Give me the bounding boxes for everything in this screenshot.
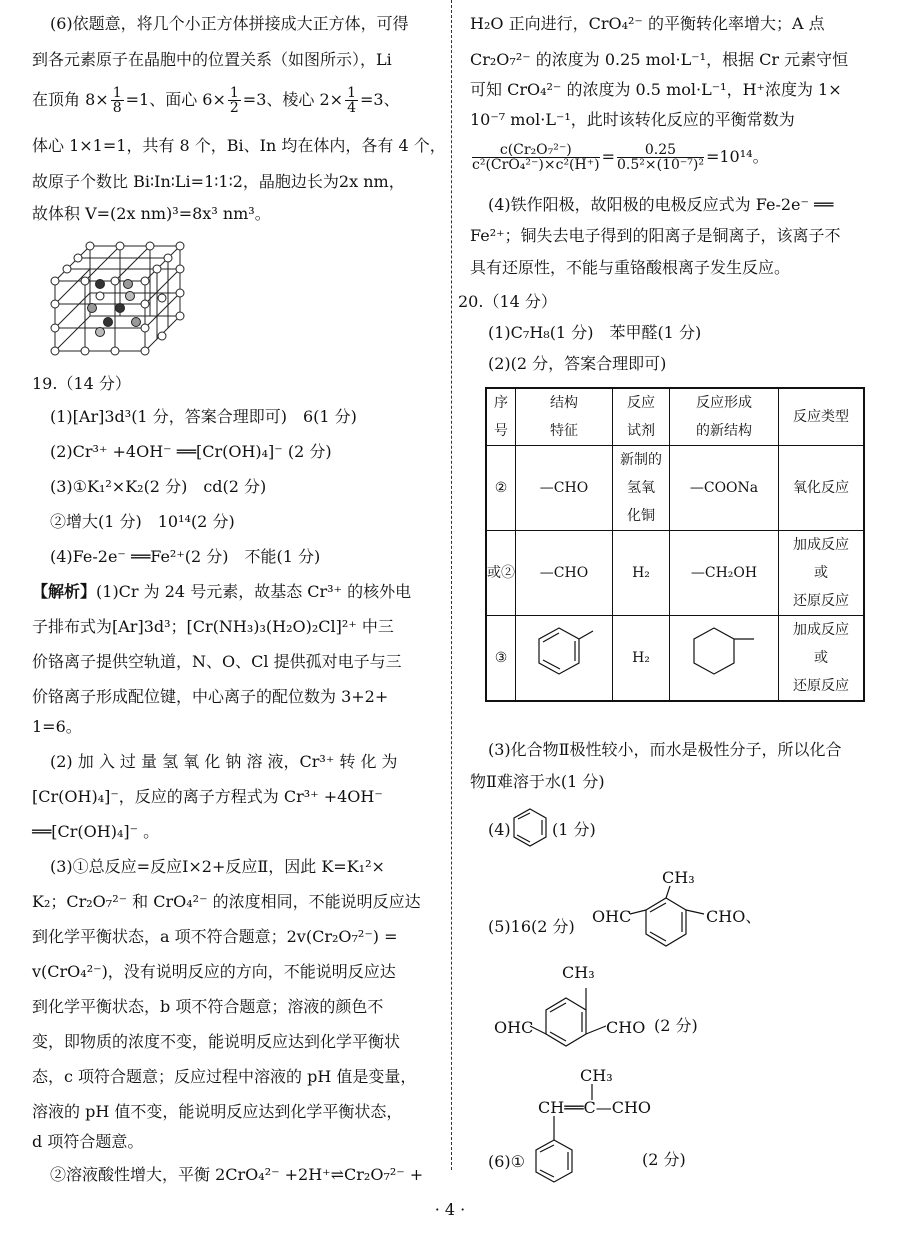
- text-line: 体心 1×1=1，共有 8 个，Bi、In 均在体内，各有 4 个，: [32, 136, 446, 155]
- denominator: c²(CrO₄²⁻)×c²(H⁺): [472, 157, 600, 173]
- table-cell: H₂: [613, 616, 670, 702]
- score: (1 分): [552, 820, 596, 839]
- text-line: 溶液的 pH 值不变，能说明反应达到化学平衡状态，: [32, 1102, 403, 1121]
- denominator: 0.5²×(10⁻⁷)²: [617, 157, 704, 173]
- text-line: 故原子个数比 Bi∶In∶Li=1∶1∶2，晶胞边长为2x nm，: [32, 172, 405, 191]
- table-row: [486, 531, 864, 616]
- table-cell: [516, 616, 613, 702]
- numerator: 0.25: [617, 143, 704, 158]
- text-line: ②溶液酸性增大，平衡 2CrO₄²⁻ +2H⁺⇌Cr₂O₇²⁻ +: [50, 1165, 424, 1184]
- text-line: 1=6。: [32, 717, 82, 736]
- table-cell: ③: [486, 616, 516, 702]
- answer-line: (1)C₇H₈(1 分) 苯甲醛(1 分): [488, 323, 702, 342]
- table-row: [486, 616, 864, 702]
- analysis-tag: 【解析】: [32, 582, 97, 601]
- equals-sign: =: [601, 147, 615, 166]
- text-line: 变，即物质的浓度不变，能说明反应达到化学平衡状: [32, 1032, 401, 1051]
- answer-line: (3)①K₁²×K₂(2 分) cd(2 分): [50, 477, 267, 496]
- methylcyclohexane-structure: [684, 620, 764, 686]
- table-header-cell: 反应形成 的新结构: [670, 388, 779, 446]
- aldehyde-label: CHO: [606, 1018, 646, 1037]
- toluene-structure: [529, 620, 599, 686]
- text-line: 可知 CrO₄²⁻ 的浓度为 0.5 mol·L⁻¹，H⁺浓度为 1×: [470, 80, 842, 99]
- text-line: 故体积 V=(2x nm)³=8x³ nm³。: [32, 204, 271, 223]
- fraction: [228, 86, 241, 115]
- table-header-cell: 反应类型: [779, 388, 865, 446]
- side-chain-label: CH══C—CHO: [538, 1098, 652, 1117]
- table-row: [486, 446, 864, 531]
- text-line: 到化学平衡状态，a 项不符合题意；2v(Cr₂O₇²⁻) =: [32, 927, 398, 946]
- text-line: Cr₂O₇²⁻ 的浓度为 0.25 mol·L⁻¹，根据 Cr 元素守恒: [470, 50, 849, 69]
- score: (2 分): [642, 1150, 686, 1169]
- text-line: 价铬离子提供空轨道，N、O、Cl 提供孤对电子与三: [32, 652, 402, 671]
- text-line: v(CrO₄²⁻)，没有说明反应的方向，不能说明反应达: [32, 962, 396, 981]
- table-header-cell: 序 号: [486, 388, 516, 446]
- table-cell: 新制的 氢氧 化铜: [613, 446, 670, 531]
- score: (2 分): [654, 1016, 698, 1035]
- answer-line: ②增大(1 分) 10¹⁴(2 分): [50, 512, 235, 531]
- denominator: 4: [347, 100, 356, 116]
- table-header-cell: 反应 试剂: [613, 388, 670, 446]
- phenyl-structure: [530, 1116, 578, 1192]
- text-fragment: (1)Cr 为 24 号元素，故基态 Cr³⁺ 的核外电: [96, 582, 412, 601]
- numerator: c(Cr₂O₇²⁻): [472, 143, 600, 158]
- methyl-label: CH₃: [662, 868, 695, 887]
- table-cell: —CHO: [516, 446, 613, 531]
- table-cell: ②: [486, 446, 516, 531]
- table-header-row: [486, 388, 864, 446]
- text-line: (6)依题意，将几个小正方体拼接成大正方体，可得: [50, 14, 409, 33]
- table-cell: —COONa: [670, 446, 779, 531]
- question-19-heading: 19.（14 分）: [32, 374, 131, 393]
- text-line: (3)化合物Ⅱ极性较小，而水是极性分子，所以化合: [488, 740, 842, 759]
- text-line: K₂；Cr₂O₇²⁻ 和 CrO₄²⁻ 的浓度相同，不能说明反应达: [32, 892, 421, 911]
- answer-line: (2)(2 分，答案合理即可): [488, 354, 667, 373]
- text-line: 价铬离子形成配位键，中心离子的配位数为 3+2+: [32, 687, 389, 706]
- text-line: 10⁻⁷ mol·L⁻¹，此时该转化反应的平衡常数为: [470, 110, 795, 129]
- numerator: 1: [229, 85, 239, 101]
- text-line: 物Ⅱ难溶于水(1 分): [470, 772, 605, 791]
- table-cell: 加成反应 或 还原反应: [779, 531, 865, 616]
- numerator: 1: [112, 85, 122, 101]
- answer-line: (1)[Ar]3d³(1 分，答案合理即可) 6(1 分): [50, 407, 357, 426]
- text-line: (2) 加 入 过 量 氢 氧 化 钠 溶 液，Cr³⁺ 转 化 为: [50, 752, 398, 771]
- table-cell: [670, 616, 779, 702]
- table-cell: 加成反应 或 还原反应: [779, 616, 865, 702]
- text-line: 到化学平衡状态，b 项不符合题意；溶液的颜色不: [32, 997, 384, 1016]
- text-line: (4)铁作阳极，故阳极的电极反应式为 Fe-2e⁻ ══: [488, 195, 834, 214]
- page-number: · 4 ·: [434, 1200, 466, 1219]
- benzene-structure: [510, 806, 550, 850]
- fraction-line: [32, 86, 400, 115]
- text-line: (3)①总反应=反应Ⅰ×2+反应Ⅱ，因此 K=K₁²×: [50, 857, 385, 876]
- fraction: [617, 143, 704, 172]
- text-fragment: =3、棱心 2×: [242, 90, 344, 109]
- table-cell: H₂: [613, 531, 670, 616]
- text-line: 子排布式为[Ar]3d³；[Cr(NH₃)₃(H₂O)₂Cl]²⁺ 中三: [32, 617, 394, 636]
- question-20-heading: 20.（14 分）: [458, 292, 557, 311]
- analysis-line: [32, 582, 411, 602]
- aldehyde-label: CHO、: [706, 907, 762, 926]
- table-cell: 氧化反应: [779, 446, 865, 531]
- text-line: 态，c 项符合题意；反应过程中溶液的 pH 值是变量，: [32, 1067, 417, 1086]
- denominator: 8: [112, 100, 122, 116]
- numerator: 1: [347, 85, 356, 101]
- table-cell: 或②: [486, 531, 516, 616]
- text-fragment: =3、: [359, 90, 400, 109]
- equilibrium-constant-formula: [470, 143, 769, 172]
- column-divider: [451, 0, 452, 1170]
- dialdehyde-structure-2: [526, 980, 610, 1060]
- aldehyde-label: OHC: [592, 907, 632, 926]
- reaction-table: [485, 387, 865, 702]
- fraction: [111, 86, 124, 115]
- table-cell: —CH₂OH: [670, 531, 779, 616]
- text-line: H₂O 正向进行，CrO₄²⁻ 的平衡转化率增大；A 点: [470, 14, 825, 33]
- dialdehyde-structure-1: [626, 884, 710, 958]
- fraction: [472, 143, 600, 172]
- text-line: 具有还原性，不能与重铬酸根离子发生反应。: [470, 258, 791, 277]
- text-line: d 项符合题意。: [32, 1132, 144, 1151]
- text-line: Fe²⁺；铜失去电子得到的阳离子是铜离子，该离子不: [470, 226, 841, 245]
- denominator: 2: [229, 100, 239, 116]
- answer-line: (4)Fe-2e⁻ ══Fe²⁺(2 分) 不能(1 分): [50, 547, 321, 566]
- text-line: 到各元素原子在晶胞中的位置关系（如图所示），Li: [32, 50, 392, 69]
- aldehyde-label: OHC: [494, 1018, 534, 1037]
- methyl-label: CH₃: [562, 963, 595, 982]
- answer-5-label: (5)16(2 分): [488, 917, 575, 936]
- result: =10¹⁴。: [705, 147, 769, 166]
- methyl-label: CH₃: [580, 1066, 613, 1085]
- text-line: ══[Cr(OH)₄]⁻ 。: [32, 822, 160, 841]
- answer-4-label: (4): [488, 820, 511, 839]
- text-fragment: =1、面心 6×: [125, 90, 226, 109]
- text-line: [Cr(OH)₄]⁻，反应的离子方程式为 Cr³⁺ +4OH⁻: [32, 787, 383, 806]
- text-fragment: 在顶角 8×: [32, 90, 109, 109]
- answer-line: (2)Cr³⁺ +4OH⁻ ══[Cr(OH)₄]⁻ (2 分): [50, 442, 332, 461]
- table-cell: —CHO: [516, 531, 613, 616]
- table-header-cell: 结构 特征: [516, 388, 613, 446]
- crystal-cell-figure: [50, 236, 190, 358]
- answer-6-label: (6)①: [488, 1152, 526, 1171]
- fraction: [345, 86, 358, 115]
